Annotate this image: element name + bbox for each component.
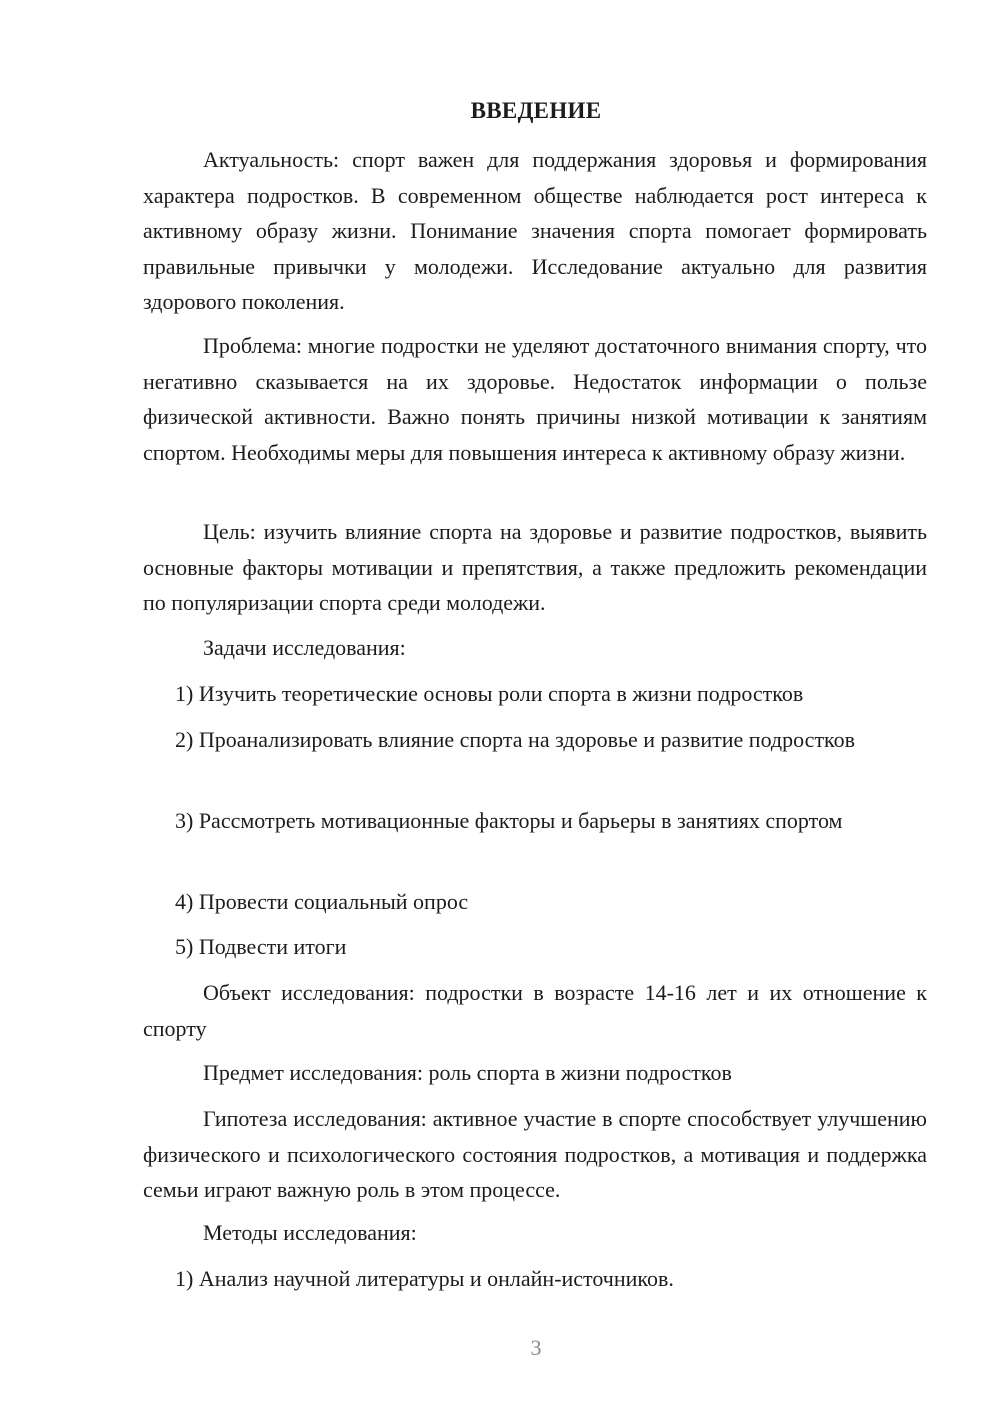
page-title: ВВЕДЕНИЕ <box>470 98 602 123</box>
subject-paragraph: Предмет исследования: роль спорта в жизни подростков <box>203 1060 732 1085</box>
tasks-title: Задачи исследования: <box>203 635 406 660</box>
object-paragraph: Объект исследования: подростки в возрасте 14-16 лет и их отношение к спорту <box>143 980 927 1041</box>
page-number: 3 <box>530 1335 542 1360</box>
task-item-5: 5) Подвести итоги <box>175 934 347 959</box>
hypothesis-paragraph: Гипотеза исследования: активное участие в спорте способствует улучшению физического и психологического состояния подростков, а мотивация и поддержка семьи играют важную роль в этом процессе. <box>143 1106 927 1202</box>
task-item-2: 2) Проанализировать влияние спорта на здоровье и развитие подростков <box>175 727 856 752</box>
goal-paragraph: Цель: изучить влияние спорта на здоровье и развитие подростков, выявить основные факторы мотивации и препятствия, а также предложить рекомендации по популяризации спорта среди молодежи. <box>143 519 927 615</box>
task-item-3: 3) Рассмотреть мотивационные факторы и барьеры в занятиях спортом <box>175 808 843 833</box>
problem-paragraph: Проблема: многие подростки не уделяют достаточного внимания спорту, что негативно сказывается на их здоровье. Недостаток информации о пользе физической активности. Важно понять причины низкой мотивации к занятиям спортом. Необходимы меры для повышения интереса к активному образу жизни. <box>143 333 927 465</box>
task-item-4: 4) Провести социальный опрос <box>175 889 469 914</box>
method-item-1: 1) Анализ научной литературы и онлайн-источников. <box>175 1266 674 1291</box>
task-item-1: 1) Изучить теоретические основы роли спорта в жизни подростков <box>175 681 804 706</box>
relevance-paragraph: Актуальность: спорт важен для поддержания здоровья и формирования характера подростков. В современном обществе наблюдается рост интереса к активному образу жизни. Понимание значения спорта помогает формировать правильные привычки у молодежи. Исследование актуально для развития здорового поколения. <box>143 147 927 314</box>
methods-title: Методы исследования: <box>203 1220 417 1245</box>
